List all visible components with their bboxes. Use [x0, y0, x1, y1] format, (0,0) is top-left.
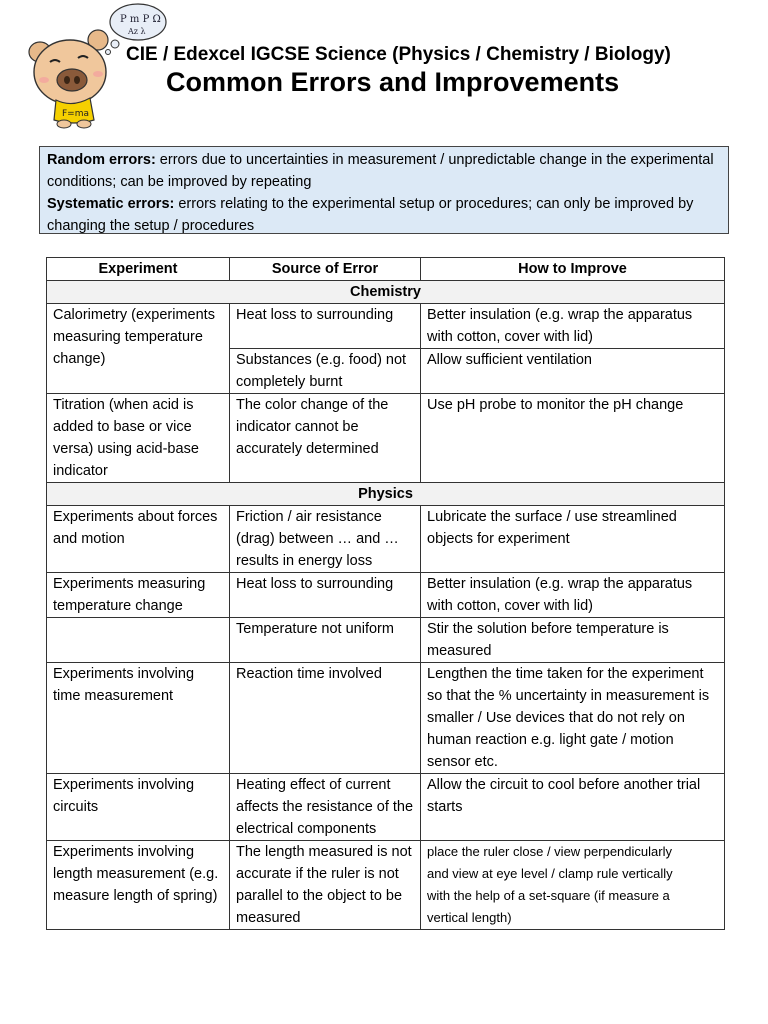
- cell-improve: Lubricate the surface / use streamlined objects for experiment: [421, 506, 725, 573]
- document-title: Common Errors and Improvements: [166, 67, 620, 97]
- cell-experiment: Experiments about forces and motion: [47, 506, 230, 573]
- document-subtitle: CIE / Edexcel IGCSE Science (Physics / Chemistry / Biology): [126, 44, 671, 65]
- section-chemistry: Chemistry: [47, 281, 725, 304]
- cell-source: Temperature not uniform: [230, 618, 421, 663]
- section-row-chemistry: [47, 281, 725, 304]
- cell-experiment: Calorimetry (experiments measuring temperature change): [47, 304, 230, 394]
- table-row: [47, 774, 725, 841]
- cell-source: Heat loss to surrounding: [230, 304, 421, 349]
- table-row: [47, 841, 725, 930]
- cell-experiment: [47, 618, 230, 663]
- error-definitions-box: [39, 146, 729, 234]
- section-physics: Physics: [47, 483, 725, 506]
- svg-text:F=ma: F=ma: [62, 109, 89, 119]
- table-row: [47, 304, 725, 349]
- improve-line: and view at eye level / clamp rule vertically: [427, 866, 673, 881]
- systematic-errors-text: errors relating to the experimental setup or procedures; can only be improved by changing the setup / procedures: [47, 196, 694, 234]
- cell-source: The color change of the indicator cannot be accurately determined: [230, 394, 421, 483]
- table-row: [47, 506, 725, 573]
- header-how-to-improve: How to Improve: [421, 258, 725, 281]
- table-header-row: [47, 258, 725, 281]
- header-source-of-error: Source of Error: [230, 258, 421, 281]
- cell-improve: [421, 841, 725, 930]
- random-errors-label: Random errors:: [47, 152, 156, 168]
- cell-improve: Allow the circuit to cool before another trial starts: [421, 774, 725, 841]
- cell-source: Heat loss to surrounding: [230, 573, 421, 618]
- cell-experiment: Experiments involving circuits: [47, 774, 230, 841]
- cell-experiment: Titration (when acid is added to base or vice versa) using acid-base indicator: [47, 394, 230, 483]
- cell-improve: Lengthen the time taken for the experiment so that the % uncertainty in measurement is smaller / Use devices that do not rely on human reaction e.g. light gate / motion sensor etc.: [421, 663, 725, 774]
- cell-source: Reaction time involved: [230, 663, 421, 774]
- cell-experiment: Experiments measuring temperature change: [47, 573, 230, 618]
- cell-improve: Stir the solution before temperature is measured: [421, 618, 725, 663]
- random-errors-text: errors due to uncertainties in measurement / unpredictable change in the experimental conditions; can be improved by repeating: [47, 152, 714, 190]
- cell-experiment: Experiments involving time measurement: [47, 663, 230, 774]
- table-row: [47, 394, 725, 483]
- cell-source: Friction / air resistance (drag) between … and … results in energy loss: [230, 506, 421, 573]
- table-row: [47, 663, 725, 774]
- header-experiment: Experiment: [47, 258, 230, 281]
- svg-text:P m P Ω: P m P Ω: [120, 14, 161, 25]
- cell-improve: Better insulation (e.g. wrap the apparatus with cotton, cover with lid): [421, 573, 725, 618]
- cell-improve: Allow sufficient ventilation: [421, 349, 725, 394]
- cell-improve: Use pH probe to monitor the pH change: [421, 394, 725, 483]
- table-row: [47, 618, 725, 663]
- cell-source: Substances (e.g. food) not completely burnt: [230, 349, 421, 394]
- table-row: [47, 573, 725, 618]
- errors-table: [46, 257, 725, 930]
- cell-source: Heating effect of current affects the resistance of the electrical components: [230, 774, 421, 841]
- cell-source: The length measured is not accurate if the ruler is not parallel to the object to be measured: [230, 841, 421, 930]
- section-row-physics: [47, 483, 725, 506]
- improve-line: with the help of a set-square (if measure a: [427, 888, 670, 903]
- cell-improve: Better insulation (e.g. wrap the apparatus with cotton, cover with lid): [421, 304, 725, 349]
- cell-experiment: Experiments involving length measurement (e.g. measure length of spring): [47, 841, 230, 930]
- svg-text:Az λ: Az λ: [128, 27, 146, 36]
- improve-line: place the ruler close / view perpendicularly: [427, 844, 672, 859]
- systematic-errors-label: Systematic errors:: [47, 196, 175, 212]
- improve-line: vertical length): [427, 910, 512, 925]
